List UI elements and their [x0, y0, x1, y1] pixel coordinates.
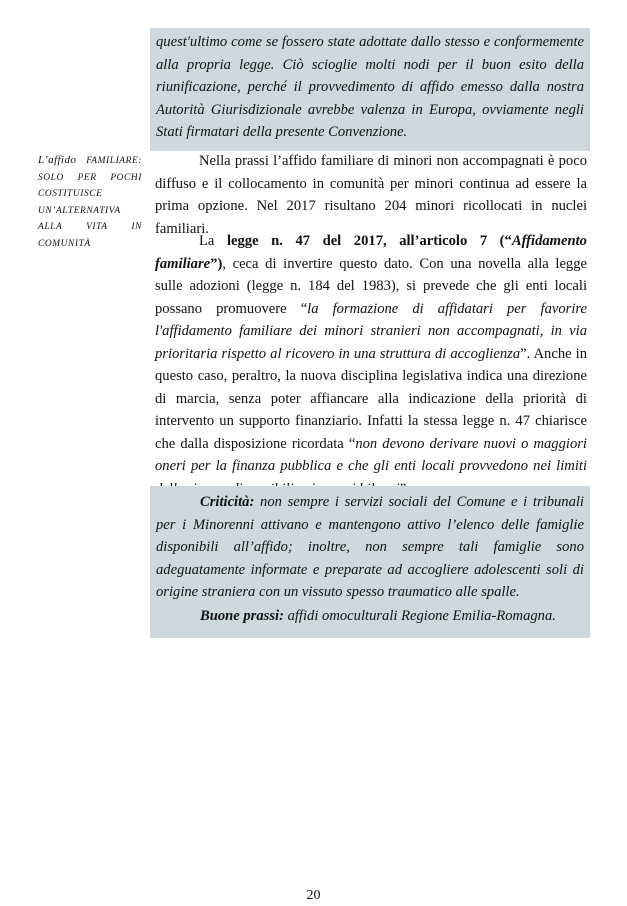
criticita-text: non sempre i servizi sociali del Comune e i tribunali per i Minorenni attivano e mantengono attivo l’elenco delle famiglie disponibili all’affido; inoltre, non sempre tali famiglie sono adeguatamente informate e preparate ad accogliere adolescenti soli di origine straniera con un vissuto spesso traumatico alle spalle.: [156, 494, 584, 600]
p2-quote-1: la formazione di affidatari per favorire l'affidamento familiare dei minori stranieri non accompagnati, in via prioritaria rispetto al ricovero in una struttura di accoglienza: [155, 300, 587, 362]
paragraph-1: [155, 150, 587, 240]
p2-law-title: Affidamento familiare: [155, 233, 587, 272]
p2-text-a: , ceca di invertire questo dato. Con una novella alla legge sulle adozioni (legge n. 184 del 1983), si prevede che gli enti locali possano promuovere “: [155, 255, 587, 317]
paragraph-2: [155, 230, 587, 500]
buone-prassi-paragraph: [156, 605, 584, 628]
buone-prassi-text: affidi omoculturali Regione Emilia-Romagna.: [283, 607, 556, 624]
page-number: 20: [306, 888, 321, 903]
margin-note-rest: FAMILIARE: SOLO PER POCHI COSTITUISCE UN’ALTERNATIVA ALLA VITA IN COMUNITÀ: [38, 156, 142, 249]
p2-pre: La: [199, 233, 227, 249]
highlight-box-bottom: [150, 486, 590, 638]
margin-note: [38, 152, 142, 253]
p2-quote-2: non devono derivare nuovi o maggiori oneri per la finanza pubblica e che gli enti locali provvedono nei limiti: [155, 435, 587, 474]
criticita-paragraph: [156, 491, 584, 604]
box-top-text: quest'ultimo come se fossero state adottate dallo stesso e conformemente alla propria legge. Ciò scioglie molti nodi per il buon esito della riunificazione, perché il provvedimento di affido emesso dalla nostra Autorità Giurisdizionale avrebbe valenza in Europa, ovviamente negli Stati firmatari della presente Convenzione.: [156, 34, 584, 140]
highlight-box-top: [150, 28, 590, 151]
paragraph-2-text: [155, 230, 587, 500]
criticita-label: Criticità:: [200, 494, 255, 510]
paragraph-1-text: Nella prassi l’affido familiare di minori non accompagnati è poco diffuso e il collocamento in comunità per minori continua ad essere la prima opzione. Nel 2017 risultano 204 minori ricollocati in nuclei familiari.: [155, 153, 587, 237]
buone-prassi-label: Buone prassi:: [200, 607, 284, 624]
margin-note-lead: L’affido: [38, 154, 77, 166]
p2-text-b: ”. Anche in questo caso, peraltro, la nuova disciplina legislativa indica una direzione di marcia, senza poter affiancare alla indicazione della priorità di intervento un supporto finanziario. Infatti la stessa legge n. 47 chiarisce che dalla disposizione ricordata “: [155, 345, 587, 452]
p2-law-ref: legge n. 47 del 2017, all’articolo 7 (“Affidamento familiare”): [155, 233, 587, 272]
